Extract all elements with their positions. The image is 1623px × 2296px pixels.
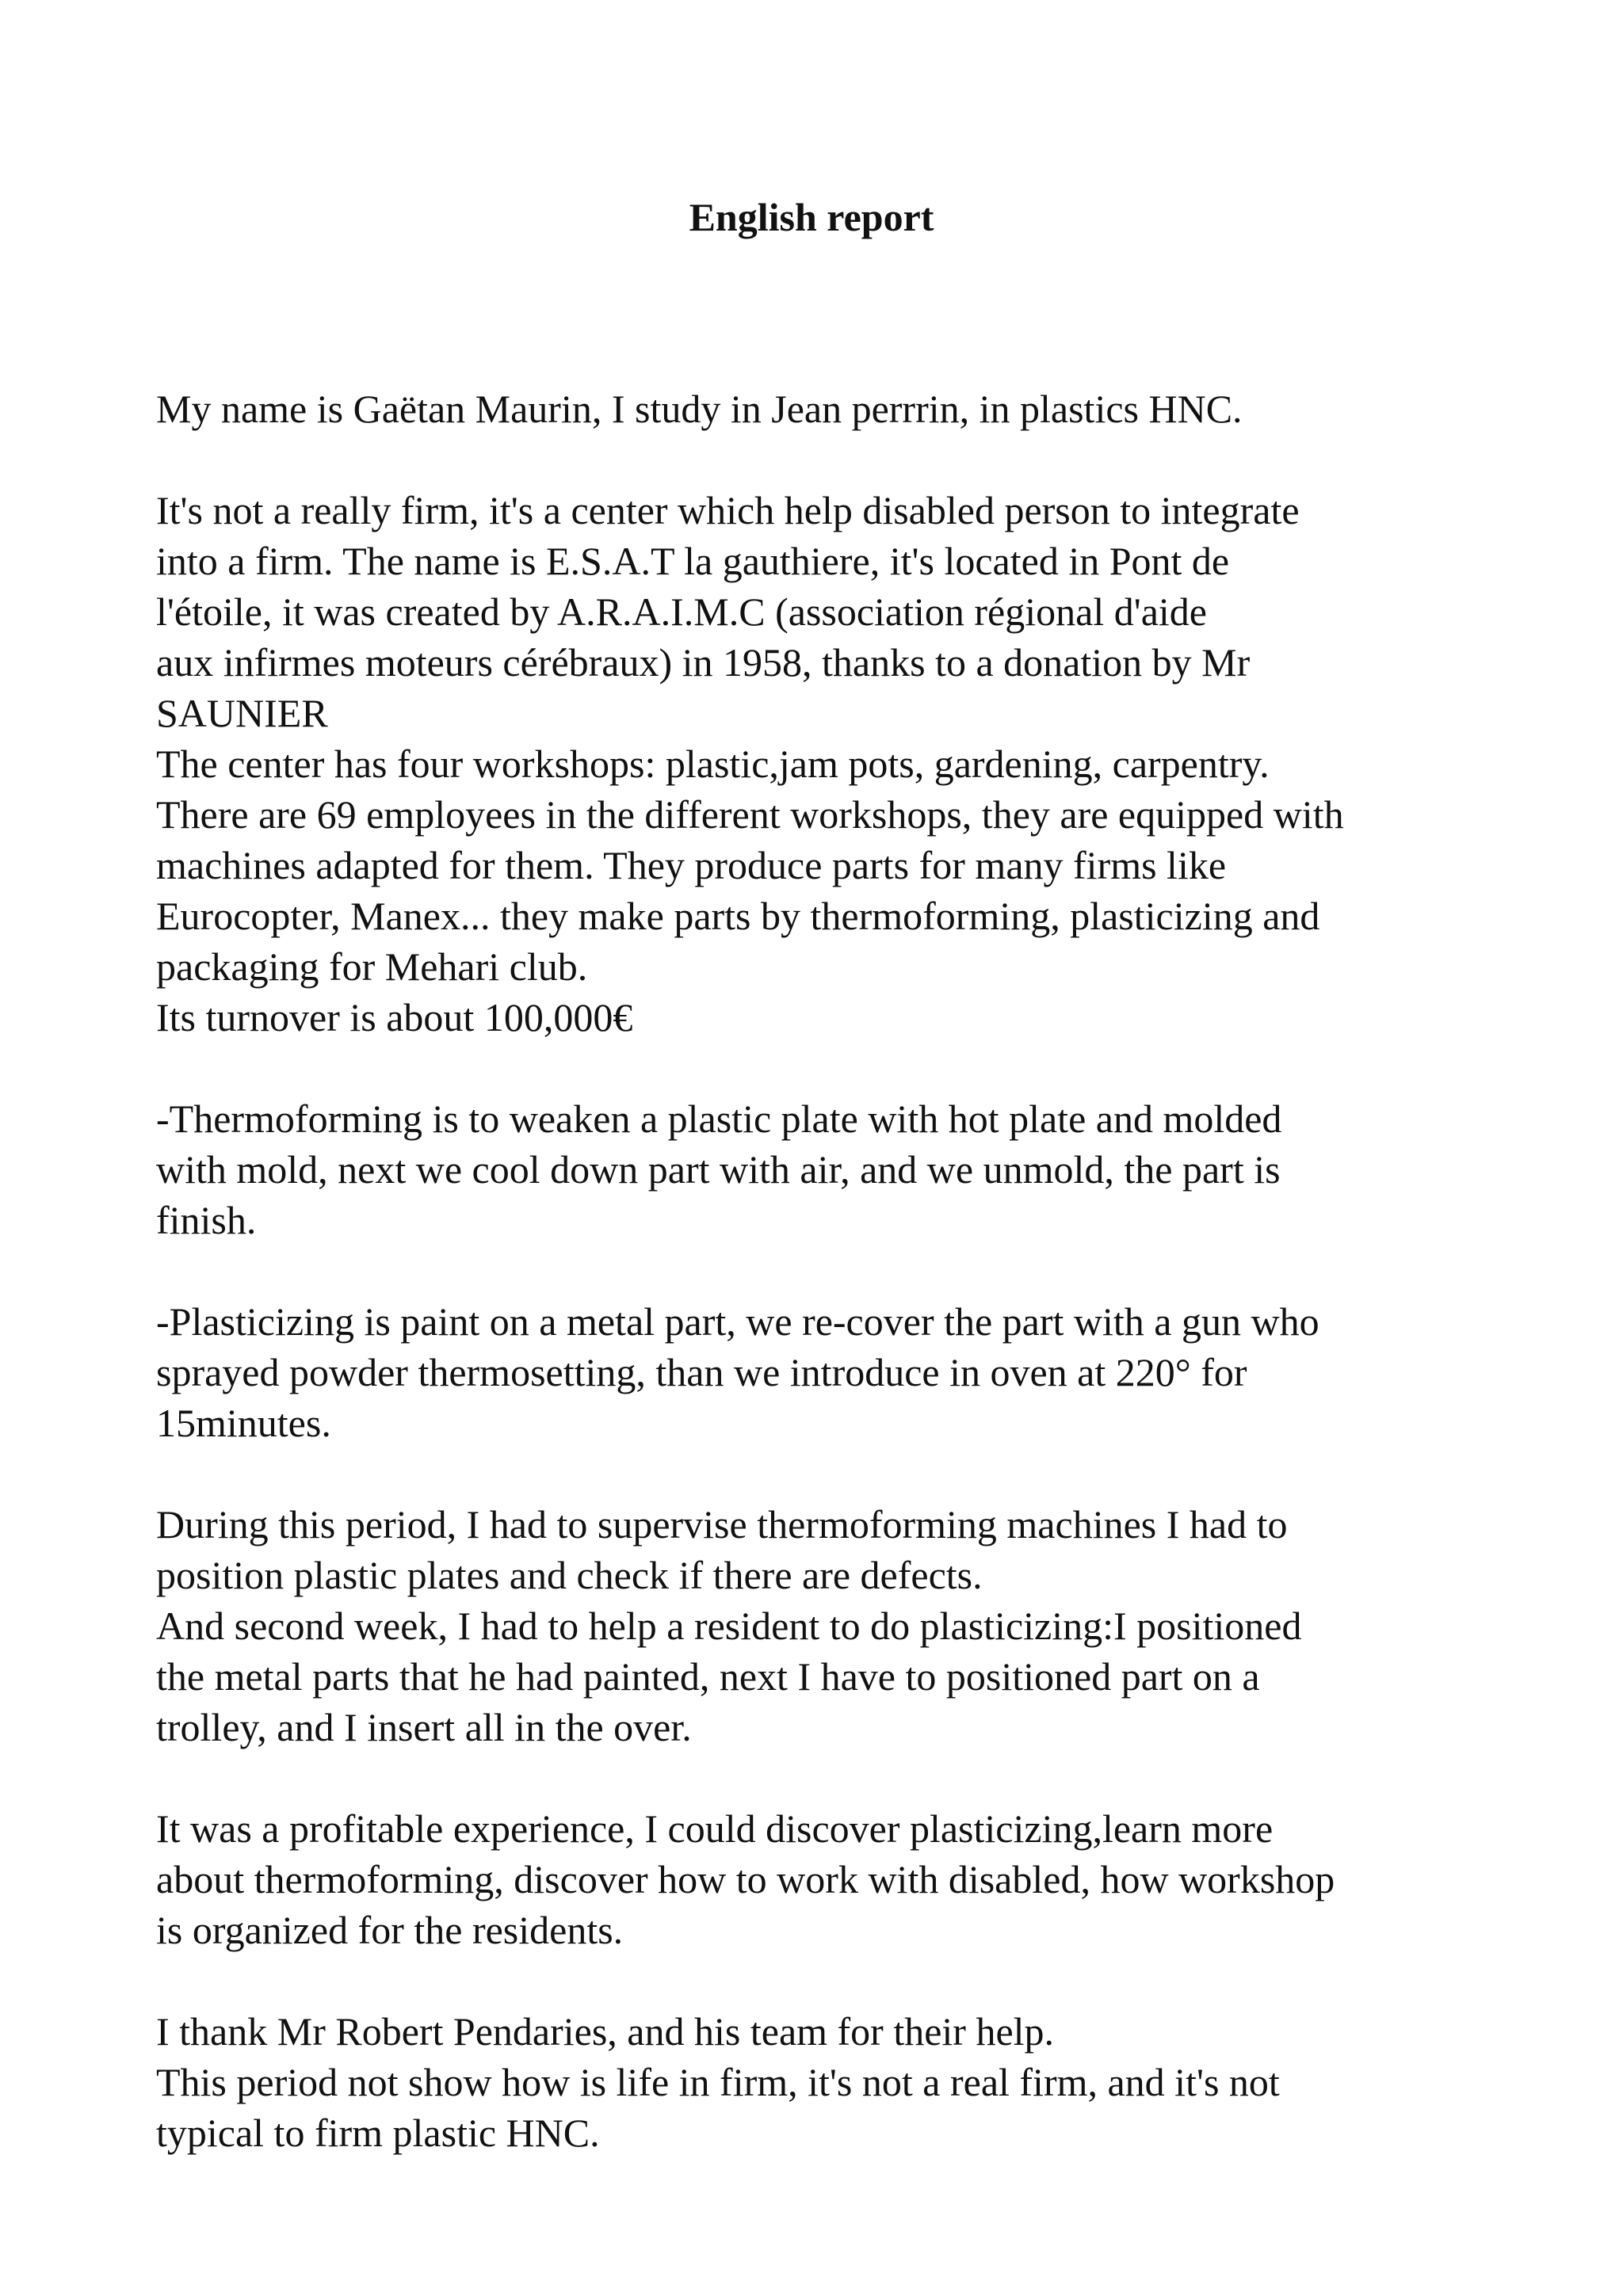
text-line: And second week, I had to help a resident to do plasticizing:I positioned [156,1604,1302,1648]
text-line: My name is Gaëtan Maurin, I study in Jean perrrin, in plastics HNC. [156,387,1243,431]
text-line: packaging for Mehari club. [156,944,588,989]
text-line: It's not a really firm, it's a center which help disabled person to integrate [156,488,1300,532]
text-line: typical to firm plastic HNC. [156,2111,600,2155]
text-line: finish. [156,1198,257,1242]
document-title: English report [689,195,934,239]
text-line: the metal parts that he had painted, next I have to positioned part on a [156,1654,1260,1699]
text-line: 15minutes. [156,1401,331,1445]
document-body [156,383,1503,2209]
paragraph [156,1499,1503,1753]
text-line: sprayed powder thermosetting, than we introduce in oven at 220° for [156,1350,1247,1394]
text-line: I thank Mr Robert Pendaries, and his team for their help. [156,2009,1055,2054]
text-line: Eurocopter, Manex... they make parts by thermoforming, plasticizing and [156,894,1320,938]
text-line: l'étoile, it was created by A.R.A.I.M.C (association régional d'aide [156,589,1208,634]
text-line: position plastic plates and check if there are defects. [156,1553,983,1597]
paragraph [156,1296,1503,1448]
text-line: It was a profitable experience, I could discover plasticizing,learn more [156,1806,1274,1851]
text-line: SAUNIER [156,691,328,735]
text-line: about thermoforming, discover how to work with disabled, how workshop [156,1857,1335,1901]
text-line: During this period, I had to supervise thermoforming machines I had to [156,1502,1288,1547]
text-line: There are 69 employees in the different workshops, they are equipped with [156,792,1344,837]
text-line: aux infirmes moteurs cérébraux) in 1958, thanks to a donation by Mr [156,640,1251,685]
paragraph [156,485,1503,1043]
paragraph [156,383,1503,434]
paragraph [156,1803,1503,1955]
text-line: This period not show how is life in firm, it's not a real firm, and it's not [156,2060,1280,2104]
text-line: trolley, and I insert all in the over. [156,1705,692,1749]
text-line: is organized for the residents. [156,1908,624,1952]
text-line: -Thermoforming is to weaken a plastic plate with hot plate and molded [156,1097,1282,1141]
text-line: -Plasticizing is paint on a metal part, we re-cover the part with a gun who [156,1299,1319,1344]
text-line: into a firm. The name is E.S.A.T la gauthiere, it's located in Pont de [156,539,1230,583]
text-line: The center has four workshops: plastic,jam pots, gardening, carpentry. [156,742,1270,786]
text-line: machines adapted for them. They produce parts for many firms like [156,843,1227,887]
text-line: Its turnover is about 100,000€ [156,995,633,1039]
paragraph [156,2006,1503,2158]
text-line: with mold, next we cool down part with air, and we unmold, the part is [156,1147,1281,1192]
paragraph [156,1093,1503,1245]
